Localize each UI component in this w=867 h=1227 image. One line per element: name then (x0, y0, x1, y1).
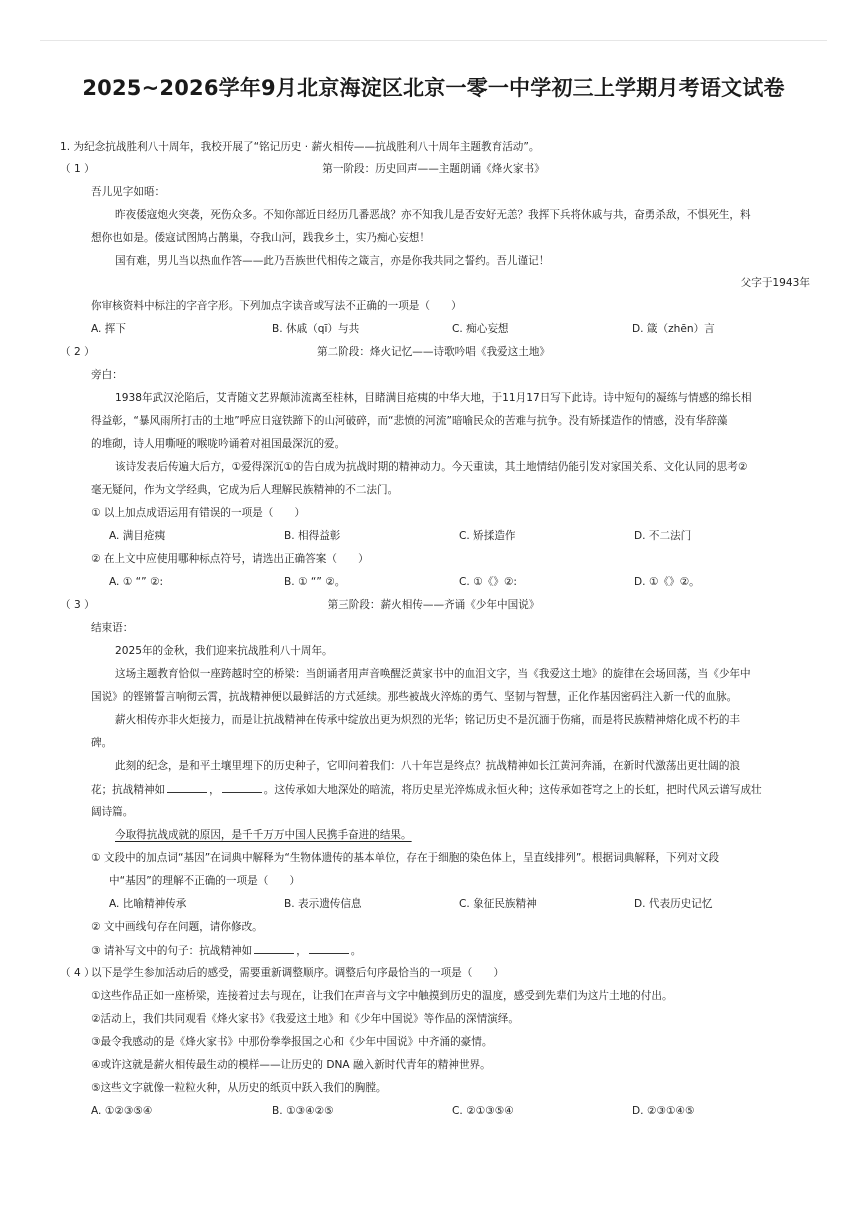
part-3-line-4: 薪火相传亦非火炬接力，而是让抗战精神在传承中绽放出更为炽烈的光华；铭记历史不是沉湎于伤痛，而是将民族精神熔化成不朽的丰 (115, 714, 741, 726)
part-3-sub-question-2: ② 文中画线句存在问题，请你修改。 (91, 921, 263, 933)
part-4-sentence-1: ①这些作品正如一座桥梁，连接着过去与现在，让我们在声音与文字中触摸到历史的温度，感受到先辈们为这片土地的付出。 (91, 990, 673, 1002)
fill-blank-2[interactable] (222, 782, 262, 793)
letter-line-3: 国有难，男儿当以热血作答——此乃吾族世代相传之箴言，亦是你我共同之誓约。吾儿谨记！ (115, 255, 550, 267)
part-3-line-7-comma: ， (209, 784, 220, 796)
part-1-option-a[interactable]: A. 挥下 (91, 323, 126, 335)
question-1-stem: 1. 为纪念抗战胜利八十周年，我校开展了“铭记历史 · 薪火相传——抗战胜利八十周年主题教育活动”。 (60, 141, 540, 153)
part-3-line-8: 阔诗篇。 (91, 806, 134, 818)
part-2-aside: 旁白： (91, 369, 123, 381)
part-3-stage-title: 第三阶段：薪火相传——齐诵《少年中国说》 (327, 599, 540, 611)
part-4-sentence-5: ⑤这些文字就像一粒粒火种，从历史的纸页中跃入我们的胸膛。 (91, 1082, 387, 1094)
part-2-sub2-option-c[interactable]: C. ①《》②: (459, 576, 517, 588)
letter-line-2: 想你也如是。倭寇试图鸠占鹊巢，夺我山河，践我乡土，实乃痴心妄想！ (91, 232, 430, 244)
letter-signature: 父字于1943年 (740, 277, 810, 289)
part-2-sub-question-1: ① 以上加点成语运用有错误的一项是（ ） (91, 507, 306, 519)
part-2-line-1: 1938年武汉沦陷后，艾青随文艺界颠沛流离至桂林，目睹满目疮痍的中华大地，于11月17日写下此诗。诗中短句的凝练与情感的绵长相 (115, 392, 752, 404)
part-1-question: 你审核资料中标注的字音字形。下列加点字读音或写法不正确的一项是（ ） (91, 300, 462, 312)
part-3-sub3-start: ③ 请补写文中的句子：抗战精神如 (91, 945, 253, 957)
part-2-label: （ 2 ） (60, 346, 95, 358)
part-3-line-3: 国说》的铿锵誓言响彻云霄，抗战精神便以最鲜活的方式延续。那些被战火淬炼的勇气、坚韧与智慧，正化作基因密码注入新一代的血脉。 (91, 691, 738, 703)
part-2-sub1-option-b[interactable]: B. 相得益彰 (284, 530, 341, 542)
part-3-sub1-option-c[interactable]: C. 象征民族精神 (459, 898, 537, 910)
part-1-stage-title: 第一阶段：历史回声——主题朗诵《烽火家书》 (322, 163, 545, 175)
part-3-line-7 (91, 782, 762, 797)
fill-blank-1[interactable] (167, 782, 207, 793)
part-4-stem: 以下是学生参加活动后的感受，需要重新调整顺序。调整后句序最恰当的一项是（ ） (91, 967, 505, 979)
part-4-sentence-4: ④或许这就是薪火相传最生动的模样——让历史的 DNA 融入新时代青年的精神世界。 (91, 1059, 491, 1071)
part-3-line-2: 这场主题教育恰似一座跨越时空的桥梁：当朗诵者用声音唤醒泛黄家书中的血泪文字，当《我爱这土地》的旋律在会场回荡，当《少年中 (115, 668, 751, 680)
part-3-closing-label: 结束语： (91, 622, 134, 634)
part-2-line-3: 的堆砌，诗人用嘶哑的喉咙吟诵着对祖国最深沉的爱。 (91, 438, 346, 450)
part-3-line-6: 此刻的纪念，是和平土壤里埋下的历史种子，它叩问着我们：八十年岂是终点？抗战精神如长江黄河奔涌，在新时代激荡出更壮阔的浪 (115, 760, 741, 772)
part-4-option-b[interactable]: B. ①③④②⑤ (272, 1105, 334, 1117)
part-2-sub1-option-d[interactable]: D. 不二法门 (634, 530, 692, 542)
part-2-line-5: 毫无疑问，作为文学经典，它成为后人理解民族精神的不二法门。 (91, 484, 399, 496)
part-3-sub3-comma: ， (296, 945, 307, 957)
fill-blank-3[interactable] (254, 943, 294, 954)
part-4-option-a[interactable]: A. ①②③⑤④ (91, 1105, 153, 1117)
part-3-sub1-option-a[interactable]: A. 比喻精神传承 (109, 898, 187, 910)
part-2-sub2-option-d[interactable]: D. ①《》②。 (634, 576, 700, 588)
part-2-sub2-option-b[interactable]: B. ① “” ②。 (284, 576, 346, 588)
part-2-sub-question-2: ② 在上文中应使用哪种标点符号，请选出正确答案（ ） (91, 553, 369, 565)
part-1-option-c[interactable]: C. 痴心妄想 (452, 323, 509, 335)
letter-line-1: 昨夜倭寇炮火突袭，死伤众多。不知你部近日经历几番恶战？亦不知我儿是否安好无恙？我挥下兵将休戚与共，奋勇杀敌，不惧死生，料 (115, 209, 751, 221)
letter-salutation: 吾儿见字如晤： (91, 186, 166, 198)
part-3-sub-question-1-a: ① 文段中的加点词“基因”在词典中解释为“生物体遗传的基本单位，存在于细胞的染色体上，呈直线排列”。根据词典解释，下列对文段 (91, 852, 720, 864)
part-2-sub1-option-a[interactable]: A. 满目疮痍 (109, 530, 166, 542)
part-2-line-2: 得益彰，“暴风雨所打击的土地”呼应日寇铁蹄下的山河破碎，而“悲愤的河流”暗喻民众的苦难与抗争。没有矫揉造作的情感，没有华辞藻 (91, 415, 728, 427)
part-2-sub2-option-a[interactable]: A. ① “” ②: (109, 576, 164, 588)
part-3-sub1-option-d[interactable]: D. 代表历史记忆 (634, 898, 713, 910)
part-1-option-b[interactable]: B. 休戚（qī）与共 (272, 323, 360, 335)
part-2-sub1-option-c[interactable]: C. 矫揉造作 (459, 530, 516, 542)
part-3-line-7-start: 花；抗战精神如 (91, 784, 166, 796)
part-3-sub-question-1-b: 中“基因”的理解不正确的一项是（ ） (109, 875, 301, 887)
part-4-sentence-3: ③最令我感动的是《烽火家书》中那份拳拳报国之心和《少年中国说》中齐涌的豪情。 (91, 1036, 493, 1048)
part-4-option-d[interactable]: D. ②③①④⑤ (632, 1105, 695, 1117)
part-3-label: （ 3 ） (60, 599, 95, 611)
part-3-underlined-sentence: 今取得抗战成就的原因，是千千万万中国人民携手奋进的结果。 (115, 829, 412, 841)
part-3-line-5: 碑。 (91, 737, 113, 749)
part-1-option-d[interactable]: D. 箴（zhēn）言 (632, 323, 715, 335)
part-1-label: （ 1 ） (60, 163, 95, 175)
part-4-sentence-2: ②活动上，我们共同观看《烽火家书》《我爱这土地》和《少年中国说》等作品的深情演绎。 (91, 1013, 519, 1025)
part-2-line-4: 该诗发表后传遍大后方，①爱得深沉①的告白成为抗战时期的精神动力。今天重读，其土地情结仍能引发对家国关系、文化认同的思考② (115, 461, 748, 473)
part-3-sub1-option-b[interactable]: B. 表示遗传信息 (284, 898, 362, 910)
part-3-line-7-end: 。这传承如大地深处的暗流，将历史星光淬炼成永恒火种；这传承如苍穹之上的长虹，把时代风云谱写成壮 (263, 784, 762, 796)
part-3-sub3-end: 。 (350, 945, 362, 957)
fill-blank-4[interactable] (309, 943, 349, 954)
top-divider (40, 40, 827, 41)
part-2-stage-title: 第二阶段：烽火记忆——诗歌吟唱《我爱这土地》 (316, 346, 551, 358)
page-title: 2025~2026学年9月北京海淀区北京一零一中学初三上学期月考语文试卷 (82, 76, 785, 100)
part-4-label: （ 4 ） (60, 967, 95, 979)
part-4-option-c[interactable]: C. ②①③⑤④ (452, 1105, 514, 1117)
part-3-line-1: 2025年的金秋，我们迎来抗战胜利八十周年。 (115, 645, 333, 657)
part-3-sub-question-3 (91, 943, 361, 958)
